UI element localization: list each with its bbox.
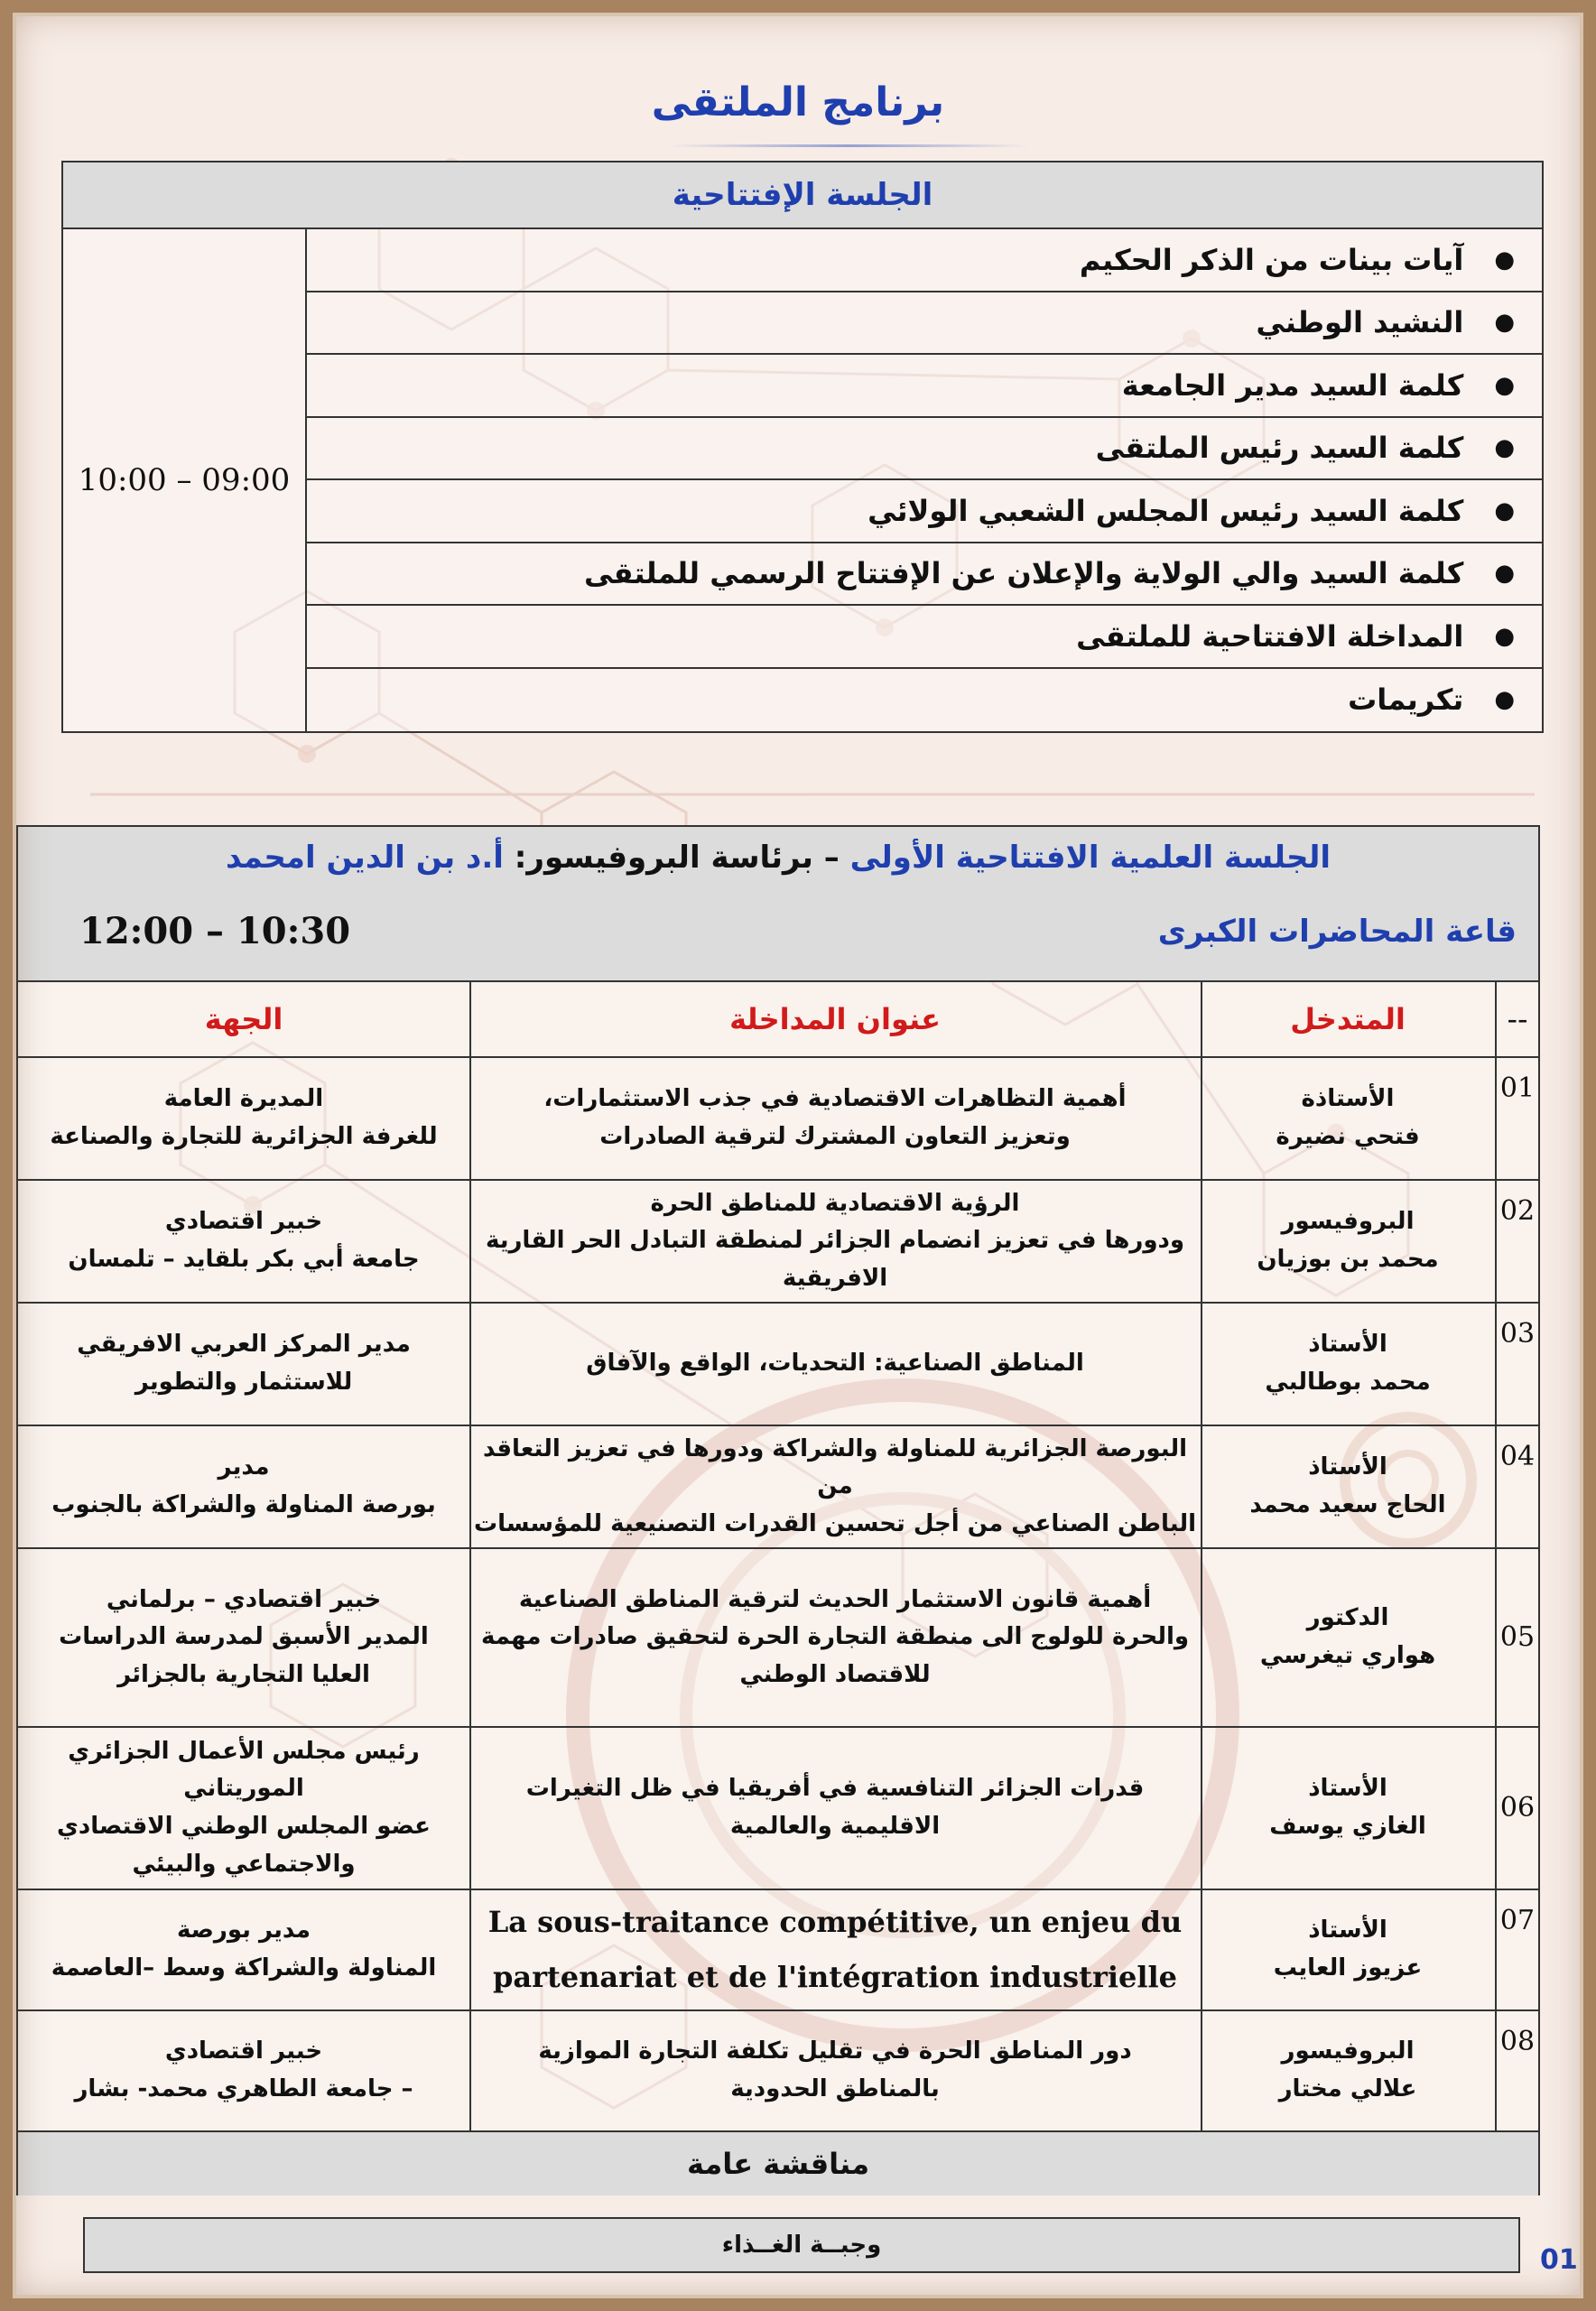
speaker-cell: الأستاذة فتحي نضيرة <box>1276 1085 1420 1150</box>
title-cell: قدرات الجزائر التنافسية في أفريقيا في ظل التغيرات الاقليمية والعالمية <box>525 1775 1145 1840</box>
opening-session-items <box>307 229 1542 731</box>
opening-session-time: 10:00 – 09:00 <box>63 229 307 731</box>
bullet-icon: ● <box>1494 560 1515 588</box>
list-item: ● كلمة السيد رئيس المجلس الشعبي الولائي <box>307 480 1542 543</box>
org-cell: خبير اقتصادي جامعة أبي بكر بلقايد – تلمسان <box>68 1208 420 1273</box>
row-number: 02 <box>1499 1195 1536 1227</box>
speaker-cell: الأستاذ عزيوز العايب <box>1273 1917 1423 1982</box>
title-cell: أهمية قانون الاستثمار الحديث لترقية المناطق الصناعية والحرة للولوج الى منطقة التجارة الحرة لتحقيق صادرات مهمة للاقتصاد الوطني <box>480 1585 1190 1688</box>
table-row <box>18 1547 1538 1726</box>
list-item: ● النشيد الوطني <box>307 292 1542 356</box>
general-discussion: مناقشة عامة <box>18 2130 1538 2195</box>
column-header-speaker: المتدخل <box>1290 1002 1406 1036</box>
bullet-icon: ● <box>1494 622 1515 650</box>
speaker-cell: البروفيسور محمد بن بوزيان <box>1257 1208 1439 1273</box>
org-cell: مدير المركز العربي الافريقي للاستثمار والتطوير <box>77 1331 411 1396</box>
speaker-cell: البروفيسور علالي مختار <box>1278 2037 1417 2102</box>
org-cell: مدير بورصة المناولة والشراكة بالجنوب <box>51 1453 436 1518</box>
list-item: ● كلمة السيد مدير الجامعة <box>307 355 1542 418</box>
session-hall: قاعة المحاضرات الكبرى <box>1157 914 1517 950</box>
org-cell: خبير اقتصادي – برلماني المدير الأسبق لمدرسة الدراسات العليا التجارية بالجزائر <box>59 1585 429 1688</box>
speaker-cell: الأستاذ الغازي يوسف <box>1269 1775 1426 1840</box>
bullet-icon: ● <box>1494 309 1515 337</box>
org-cell: مدير بورصة المناولة والشراكة وسط –العاصمة <box>51 1917 437 1982</box>
lunch-bar: وجبــة الغــذاء <box>83 2217 1520 2273</box>
list-item: ● كلمة السيد رئيس الملتقى <box>307 418 1542 481</box>
org-cell: خبير اقتصادي – جامعة الطاهري محمد- بشار <box>74 2037 413 2102</box>
row-number: 06 <box>1499 1792 1536 1824</box>
speaker-cell: الدكتور هواري تيغرسي <box>1259 1604 1436 1669</box>
column-header-num: -- <box>1507 1002 1528 1036</box>
speaker-cell: الأستاذ الحاج سعيد محمد <box>1249 1453 1446 1518</box>
list-item: ● تكريمات <box>1348 682 1515 718</box>
table-row <box>18 1726 1538 1889</box>
column-header-title: عنوان المداخلة <box>729 1002 941 1036</box>
table-row <box>18 1889 1538 2009</box>
table-row <box>18 1056 1538 1179</box>
column-header-org: الجهة <box>204 1002 283 1036</box>
org-cell: المديرة العامة للغرفة الجزائرية للتجارة والصناعة <box>50 1085 438 1150</box>
opening-session-heading: الجلسة الإفتتاحية <box>63 162 1542 229</box>
org-cell: رئيس مجلس الأعمال الجزائري الموريتاني عضو المجلس الوطني الاقتصادي والاجتماعي والبيئي <box>57 1737 431 1878</box>
bullet-icon: ● <box>1494 497 1515 524</box>
title-cell: المناطق الصناعية: التحديات، الواقع والآفاق <box>586 1350 1084 1378</box>
row-number: 01 <box>1499 1072 1536 1104</box>
opening-session-table <box>61 161 1544 733</box>
session-title: الجلسة العلمية الافتتاحية الأولى – برئاسة البروفيسور: أ.د بن الدين امحمد <box>225 840 1331 876</box>
table-row <box>18 2009 1538 2130</box>
title-cell: الرؤية الاقتصادية للمناطق الحرة ودورها في تعزيز انضمام الجزائر لمنطقة التبادل الحر القارية الافريقية <box>485 1189 1185 1292</box>
title-cell: أهمية التظاهرات الاقتصادية في جذب الاستثمارات، وتعزيز التعاون المشترك لترقية الصادرات <box>543 1085 1127 1150</box>
bullet-icon: ● <box>1494 434 1515 462</box>
title-underline <box>668 144 1029 147</box>
row-number: 04 <box>1499 1441 1536 1472</box>
row-number: 08 <box>1499 2026 1536 2057</box>
list-item: ● كلمة السيد والي الولاية والإعلان عن الإفتتاح الرسمي للملتقى <box>307 543 1542 607</box>
list-item: ● آيات بينات من الذكر الحكيم <box>307 229 1542 292</box>
scientific-session-table <box>16 825 1540 2195</box>
row-number: 07 <box>1499 1905 1536 1936</box>
bullet-icon: ● <box>1494 686 1515 714</box>
row-number: 03 <box>1499 1318 1536 1350</box>
title-cell: البورصة الجزائرية للمناولة والشراكة ودورها في تعزيز التعاقد من الباطن الصناعي من أجل تحسين القدرات التصنيعية للمؤسسات <box>474 1434 1196 1537</box>
scientific-session-header <box>18 827 1538 982</box>
session-time: 12:00 – 10:30 <box>79 910 351 952</box>
title-cell: La sous-traitance compétitive, un enjeu du partenariat et de l'intégration industrielle <box>487 1905 1183 1994</box>
bullet-icon: ● <box>1494 371 1515 399</box>
row-number: 05 <box>1499 1621 1536 1653</box>
page-number: 01 <box>1540 2244 1578 2276</box>
bullet-icon: ● <box>1494 246 1515 274</box>
list-item: ● المداخلة الافتتاحية للملتقى <box>307 606 1542 669</box>
page-title: برنامج الملتقى <box>651 79 945 125</box>
title-cell: دور المناطق الحرة في تقليل تكلفة التجارة الموازية بالمناطق الحدودية <box>538 2037 1132 2102</box>
table-row <box>18 1425 1538 1547</box>
table-row <box>18 1179 1538 1302</box>
speaker-cell: الأستاذ محمد بوطالبي <box>1265 1331 1431 1396</box>
table-row <box>18 1302 1538 1425</box>
